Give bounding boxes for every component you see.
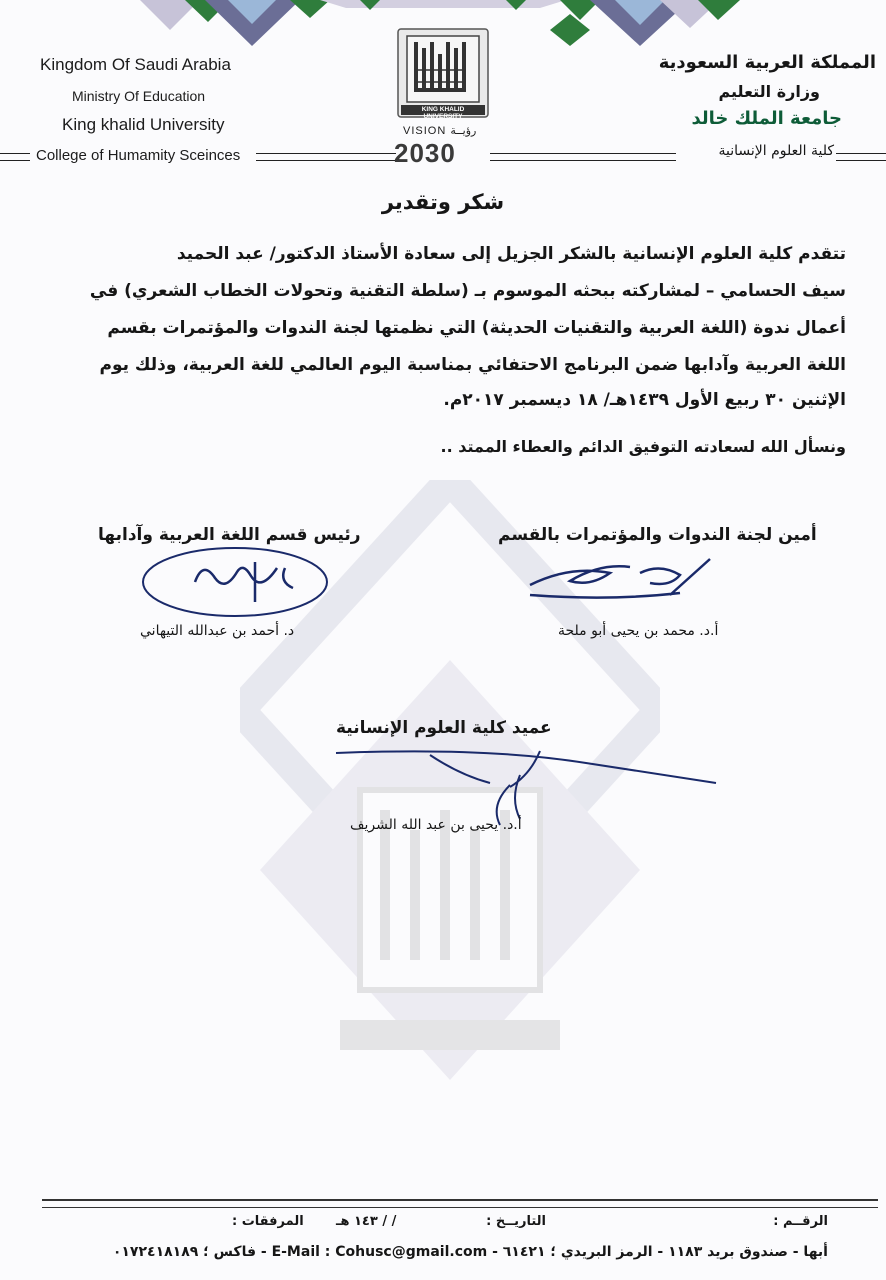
signatory-left-name: د. أحمد بن عبدالله التيهاني: [140, 623, 295, 639]
header-country-ar: المملكة العربية السعودية: [658, 52, 876, 73]
header-country-en: Kingdom Of Saudi Arabia: [40, 55, 231, 74]
letter-body-line: الإثنين ٣٠ ربيع الأول ١٤٣٩هـ/ ١٨ ديسمبر ٢٠١٧م.: [443, 390, 846, 410]
header-university-ar: جامعة الملك خالد: [691, 108, 842, 129]
signatory-center-name: أ.د. يحيى بن عبد الله الشريف: [350, 817, 522, 833]
footer-rule: [42, 1199, 878, 1208]
header-rule-left-stub: [0, 153, 30, 161]
letter-closing: ونسأل الله لسعادته التوفيق الدائم والعطاء الممتد ..: [440, 437, 846, 456]
letter-body-line: أعمال ندوة (اللغة العربية والتقنيات الحديثة) التي نظمتها لجنة الندوات والمؤتمرات بقسم: [107, 318, 846, 338]
signatory-right-signature: [520, 555, 720, 605]
logo-caption: KING KHALID UNIVERSITY: [421, 106, 465, 120]
vision-year: 2030: [394, 138, 456, 168]
letter-body-line: سيف الحسامي – لمشاركته ببحثه الموسوم بـ (سلطة التقنية وتحولات الخطاب الشعري) في: [89, 281, 846, 301]
footer-date-label: التاريــخ :: [486, 1214, 546, 1229]
signatory-left-signature: [135, 542, 345, 622]
signatory-right-title: أمين لجنة الندوات والمؤتمرات بالقسم: [498, 525, 817, 545]
header-college-ar: كلية العلوم الإنسانية: [718, 143, 834, 159]
vision-label: VISION رؤيــة: [403, 125, 477, 137]
signatory-right-name: أ.د. محمد بن يحيى أبو ملحة: [558, 623, 719, 639]
header-university-en: King khalid University: [62, 115, 225, 134]
footer-contact: أبها - صندوق بريد ١١٨٣ - الرمز البريدي ؛ ٦١٤٢١ - E-Mail : Cohusc@gmail.com - فاكس ؛ ٠١٧٢٤١٨١٨٩: [112, 1244, 828, 1260]
header-ministry-ar: وزارة التعليم: [718, 82, 820, 101]
university-logo: [397, 28, 489, 118]
letter-title: شكر وتقدير: [381, 190, 505, 214]
signatory-center-title: عميد كلية العلوم الإنسانية: [336, 718, 552, 738]
signatory-left-title: رئيس قسم اللغة العربية وآدابها: [98, 525, 361, 545]
footer-date-value: / / ١٤٣ هـ: [336, 1214, 397, 1229]
letter-body-line: اللغة العربية وآدابها ضمن البرنامج الاحتفائي بمناسبة اليوم العالمي للغة العربية، وذلك يوم: [99, 355, 846, 375]
header-college-en: College of Humamity Sceinces: [36, 147, 241, 164]
header-rule-right-stub: [836, 153, 886, 161]
footer-number-label: الرقــم :: [773, 1214, 828, 1229]
header-ministry-en: Ministry Of Education: [72, 88, 206, 104]
letter-body-line: تتقدم كلية العلوم الإنسانية بالشكر الجزيل إلى سعادة الأستاذ الدكتور/ عبد الحميد: [176, 244, 846, 264]
header-rule-right: [490, 153, 676, 161]
footer-attachments-label: المرفقات :: [232, 1214, 304, 1229]
header-rule-left: [256, 153, 396, 161]
